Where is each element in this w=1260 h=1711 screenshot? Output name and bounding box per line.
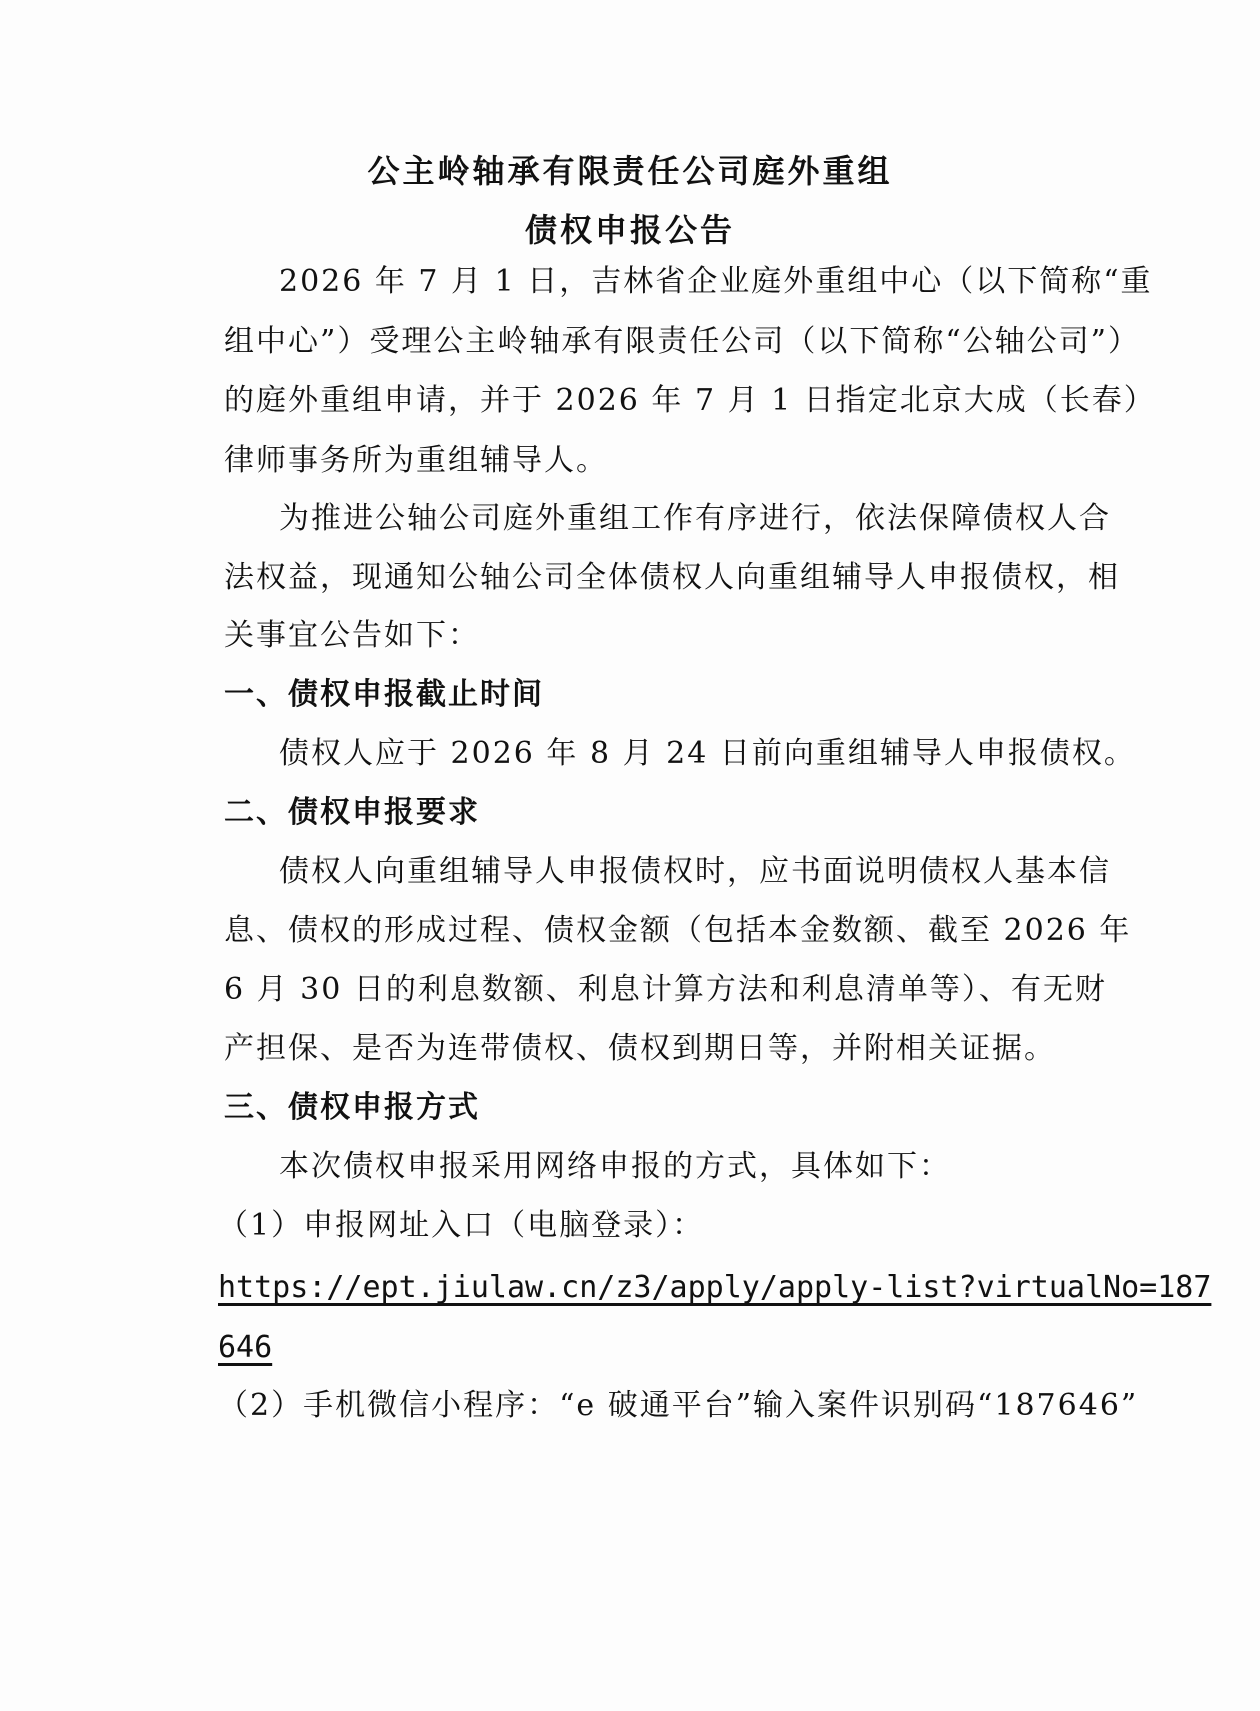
section2-body-line2: 息、债权的形成过程、债权金额（包括本金数额、截至 2026 年 bbox=[224, 913, 1132, 948]
section1-heading: 一、债权申报截止时间 bbox=[224, 677, 544, 712]
section3-heading: 三、债权申报方式 bbox=[224, 1090, 480, 1125]
apply-url-link[interactable]: https://ept.jiulaw.cn/z3/apply/apply-list?virtualNo=187 bbox=[218, 1270, 1212, 1305]
paragraph1-line3: 的庭外重组申请，并于 2026 年 7 月 1 日指定北京大成（长春） bbox=[224, 383, 1156, 418]
section3-item1-label: （1）申报网址入口（电脑登录）： bbox=[218, 1208, 705, 1243]
section3-item2: （2）手机微信小程序：“e 破通平台”输入案件识别码“187646” bbox=[218, 1388, 1139, 1423]
paragraph2-line1: 为推进公轴公司庭外重组工作有序进行，依法保障债权人合 bbox=[279, 501, 1111, 536]
section3-intro: 本次债权申报采用网络申报的方式，具体如下： bbox=[279, 1149, 951, 1184]
paragraph2-line3: 关事宜公告如下： bbox=[224, 618, 480, 653]
section1-body: 债权人应于 2026 年 8 月 24 日前向重组辅导人申报债权。 bbox=[279, 736, 1136, 771]
apply-url-link-continued[interactable]: 646 bbox=[218, 1330, 273, 1365]
section2-heading: 二、债权申报要求 bbox=[224, 795, 480, 830]
paragraph1-line2: 组中心”）受理公主岭轴承有限责任公司（以下简称“公轴公司”） bbox=[224, 324, 1141, 359]
document-title-line2: 债权申报公告 bbox=[524, 211, 735, 249]
document-title-line1: 公主岭轴承有限责任公司庭外重组 bbox=[367, 152, 893, 190]
paragraph2-line2: 法权益，现通知公轴公司全体债权人向重组辅导人申报债权，相 bbox=[224, 560, 1120, 595]
section2-body-line1: 债权人向重组辅导人申报债权时，应书面说明债权人基本信 bbox=[279, 854, 1111, 889]
paragraph1-line1: 2026 年 7 月 1 日，吉林省企业庭外重组中心（以下简称“重 bbox=[279, 264, 1153, 299]
paragraph1-line4: 律师事务所为重组辅导人。 bbox=[224, 443, 608, 478]
section2-body-line3: 6 月 30 日的利息数额、利息计算方法和利息清单等）、有无财 bbox=[224, 972, 1107, 1007]
section2-body-line4: 产担保、是否为连带债权、债权到期日等，并附相关证据。 bbox=[224, 1031, 1056, 1066]
